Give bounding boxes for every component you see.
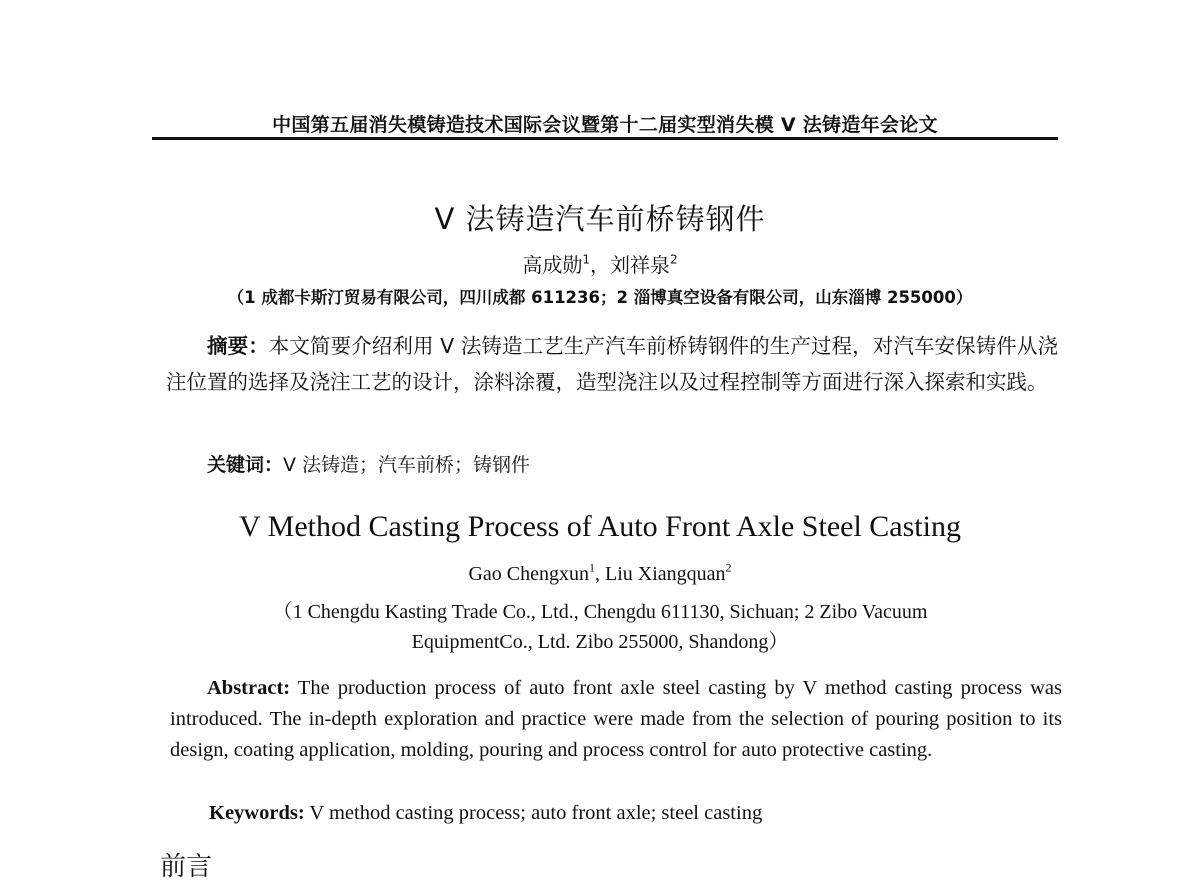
en-keywords-text: V method casting process; auto front axle; steel casting: [304, 802, 763, 824]
en-author-2: Liu Xiangquan: [605, 563, 726, 585]
cn-abstract-text: 本文简要介绍利用 V 法铸造工艺生产汽车前桥铸钢件的生产过程，对汽车安保铸件从浇注位置的选择及浇注工艺的设计，涂料涂覆，造型浇注以及过程控制等方面进行深入探索和实践。: [166, 334, 1059, 394]
cn-author-2: 刘祥泉: [610, 253, 670, 277]
en-author-1-affil-mark: 1: [589, 560, 595, 575]
running-header: 中国第五届消失模铸造技术国际会议暨第十二届实型消失模 V 法铸造年会论文: [272, 114, 938, 136]
cn-title: V 法铸造汽车前桥铸钢件: [434, 202, 766, 236]
cn-abstract-label: 摘要：: [207, 334, 269, 358]
cn-keywords-label: 关键词：: [207, 454, 284, 476]
cn-keywords-text: V 法铸造；汽车前桥；铸钢件: [283, 454, 531, 476]
header-rule: [152, 137, 1058, 140]
en-author-1: Gao Chengxun: [468, 563, 589, 585]
en-abstract: [170, 673, 1062, 766]
cn-author-separator: ，: [590, 253, 610, 277]
en-affiliation: [0, 597, 1200, 657]
en-keywords-label: Keywords:: [209, 802, 305, 824]
cn-author-2-affil-mark: 2: [670, 252, 678, 267]
en-abstract-label: Abstract:: [207, 677, 291, 699]
cn-authors: [0, 249, 1200, 278]
cn-keywords: [207, 450, 530, 477]
en-authors: [0, 560, 1200, 586]
en-author-separator: ,: [595, 563, 605, 585]
en-author-2-affil-mark: 2: [725, 560, 732, 575]
section-heading-preface: 前言: [160, 852, 213, 882]
en-affiliation-line-2: EquipmentCo., Ltd. Zibo 255000, Shandong）: [411, 631, 789, 653]
en-keywords: [209, 802, 762, 825]
cn-abstract: [166, 328, 1058, 400]
cn-author-1-affil-mark: 1: [582, 252, 590, 267]
cn-author-1: 高成勋: [522, 253, 583, 277]
en-affiliation-line-1: （1 Chengdu Kasting Trade Co., Ltd., Chengdu 611130, Sichuan; 2 Zibo Vacuum: [272, 601, 928, 623]
cn-affiliation: （1 成都卡斯汀贸易有限公司，四川成都 611236；2 淄博真空设备有限公司，山东淄博 255000）: [227, 288, 973, 307]
en-title: V Method Casting Process of Auto Front Axle Steel Casting: [239, 510, 961, 543]
en-abstract-text: The production process of auto front axle steel casting by V method casting process was introduced. The in-depth exploration and practice were made from the selection of pouring position to its design, coating application, molding, pouring and process control for auto protective casting.: [170, 677, 1062, 761]
